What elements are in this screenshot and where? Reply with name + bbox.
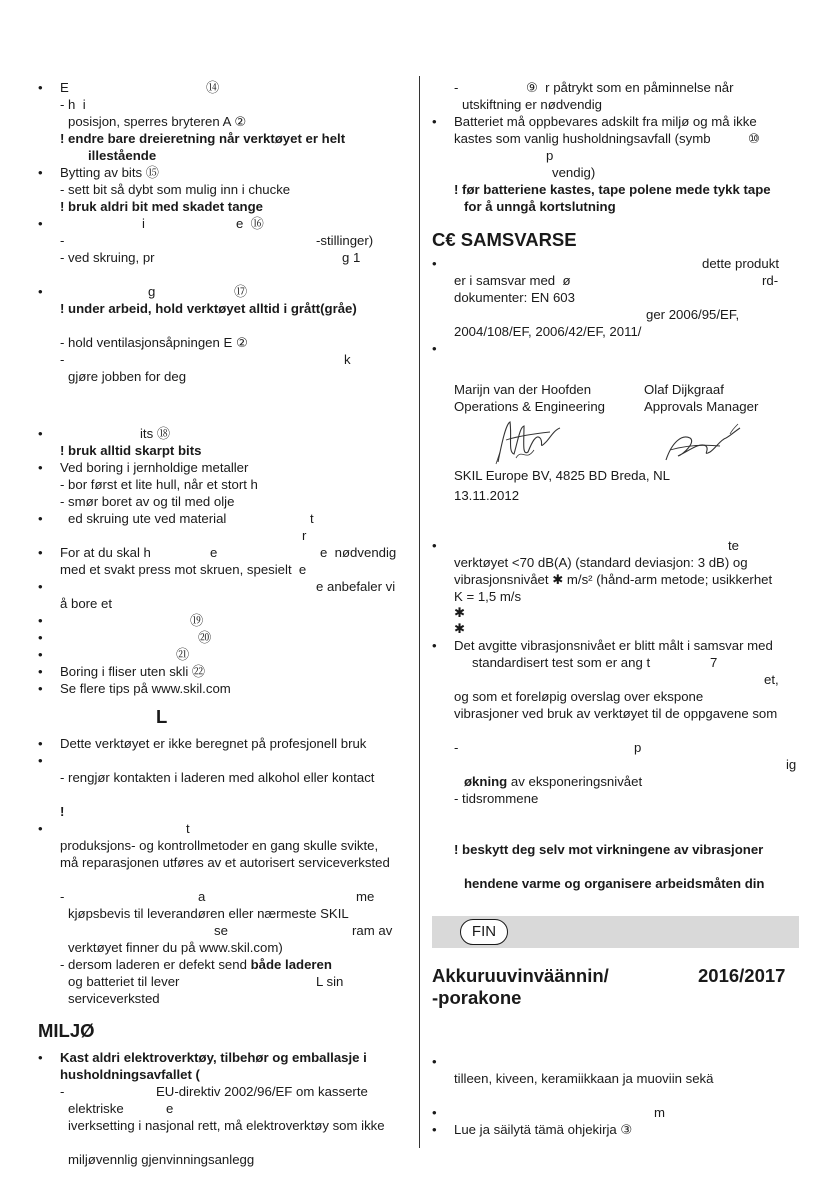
right-text-line: økning av eksponeringsnivået — [464, 774, 643, 789]
right-text-line: standardisert test som er ang t — [472, 655, 651, 670]
left-text-line: miljøvennlig gjenvinningsanlegg — [68, 1152, 255, 1167]
right-text-line: SKIL Europe BV, 4825 BD Breda, NL — [454, 468, 671, 483]
right-text-line: vendig) — [552, 165, 596, 180]
left-text-line: r — [302, 528, 307, 543]
left-text-line: iverksetting i nasjonal rett, må elektroverktøy som ikke — [68, 1118, 385, 1133]
right-text-line: ✱ — [454, 621, 466, 636]
left-text-line: ㉑ — [176, 647, 190, 662]
left-text-line: - dersom laderen er defekt send både laderen — [60, 957, 332, 972]
right-text-line: 13.11.2012 — [454, 488, 520, 503]
left-text-line: - — [60, 889, 65, 904]
right-text-line: - — [454, 80, 459, 95]
left-text-line: gjøre jobben for deg — [68, 369, 187, 384]
left-text-line: • — [38, 821, 43, 836]
right-text-line: -porakone — [432, 987, 522, 1008]
left-text-line: k — [344, 352, 351, 367]
left-text-line: • — [38, 613, 43, 628]
left-text-line: ⑳ — [198, 630, 212, 645]
left-text-line: ⑭ — [206, 80, 220, 95]
left-text-line: illestående — [88, 148, 157, 163]
left-text-line: - rengjør kontakten i laderen med alkohol eller kontact — [60, 770, 375, 785]
left-text-line: L sin — [316, 974, 344, 989]
right-text-line: er i samsvar med ø — [454, 273, 571, 288]
left-text-line: • — [38, 753, 43, 768]
left-text-line: - smør boret av og til med olje — [60, 494, 235, 509]
left-text-line: posisjon, sperres bryteren A ② — [68, 114, 247, 129]
left-text-line: ! under arbeid, hold verktøyet alltid i grått(gråe) — [60, 301, 357, 316]
left-text-line: • — [38, 681, 43, 696]
left-text-line: elektriske — [68, 1101, 124, 1116]
left-text-line: Kast aldri elektroverktøy, tilbehør og emballasje i — [60, 1050, 367, 1065]
right-text-line: et, — [764, 672, 779, 687]
right-text-line: • — [432, 114, 437, 129]
left-text-line: • — [38, 579, 43, 594]
right-text-line: - tidsrommene — [454, 791, 539, 806]
left-text-line: - h i — [60, 97, 86, 112]
right-text-line: dette produkt — [702, 256, 779, 271]
right-text-line: kastes som vanlig husholdningsavfall (symb — [454, 131, 711, 146]
left-text-line: • — [38, 216, 43, 231]
left-text-line: ⑲ — [190, 613, 204, 628]
right-text-line: vibrasjoner ved bruk av verktøyet til de oppgavene som — [454, 706, 778, 721]
left-text-line: serviceverksted — [68, 991, 160, 1006]
left-text-line: • — [38, 630, 43, 645]
left-text-line: L — [156, 706, 168, 727]
left-text-line: • — [38, 545, 43, 560]
right-text-line: utskiftning er nødvendig — [462, 97, 603, 112]
right-text-line: 2016/2017 — [698, 965, 786, 986]
left-text-line: - — [60, 352, 65, 367]
signature-dijkgraaf — [660, 420, 746, 468]
right-text-line: • — [432, 256, 437, 271]
right-text-line: Akkuruuvinväännin/ — [432, 965, 609, 986]
right-text-line: dokumenter: EN 603 — [454, 290, 575, 305]
left-text-line: • — [38, 426, 43, 441]
bold-segment: både laderen — [250, 957, 332, 972]
left-text-line: t — [186, 821, 190, 836]
right-text-line: Operations & Engineering — [454, 399, 606, 414]
left-text-line: a — [198, 889, 206, 904]
left-text-line: - — [60, 1084, 65, 1099]
left-text-line: MILJØ — [38, 1020, 95, 1041]
right-text-line: Olaf Dijkgraaf — [644, 382, 724, 397]
language-badge: FIN — [460, 919, 508, 945]
left-text-line: Bytting av bits ⑮ — [60, 165, 159, 180]
left-text-line: • — [38, 1050, 43, 1065]
right-text-line: verktøyet <70 dB(A) (standard deviasjon: 3 dB) og — [454, 555, 748, 570]
left-text-line: ram av — [352, 923, 393, 938]
left-text-line: -stillinger) — [316, 233, 374, 248]
right-text-line: ig — [786, 757, 797, 772]
left-text-line: For at du skal h — [60, 545, 151, 560]
right-text-line: - — [454, 740, 459, 755]
left-text-line: E — [60, 80, 69, 95]
left-text-line: verktøyet finner du på www.skil.com) — [68, 940, 283, 955]
signature-hoofden — [488, 412, 568, 470]
left-text-line: e nødvendig — [320, 545, 397, 560]
right-text-line: 7 — [710, 655, 718, 670]
right-text-line: Lue ja säilytä tämä ohjekirja ③ — [454, 1122, 633, 1137]
right-text-line: p — [546, 148, 554, 163]
right-text-line: vibrasjonsnivået ✱ m/s² (hånd-arm metode; usikkerhet — [454, 572, 773, 587]
right-text-line: og som et foreløpig overslag over ekspone — [454, 689, 704, 704]
right-text-line: p — [634, 740, 642, 755]
left-text-line: g — [148, 284, 156, 299]
left-text-line: e — [210, 545, 218, 560]
left-text-line: Dette verktøyet er ikke beregnet på profesjonell bruk — [60, 736, 367, 751]
left-text-line: må reparasjonen utføres av et autorisert serviceverksted — [60, 855, 390, 870]
left-text-line: • — [38, 664, 43, 679]
right-text-line: Batteriet må oppbevares adskilt fra miljø og må ikke — [454, 114, 757, 129]
right-text-line: • — [432, 1054, 437, 1069]
left-text-line: e anbefaler vi — [316, 579, 396, 594]
right-text-line: te — [728, 538, 739, 553]
right-text-line: ! beskytt deg selv mot virkningene av vibrasjoner — [454, 842, 764, 857]
left-text-line: • — [38, 460, 43, 475]
language-bar — [432, 916, 799, 948]
right-text-line: for å unngå kortslutning — [464, 199, 616, 214]
right-text-line: ⑩ — [748, 131, 760, 146]
left-text-line: og batteriet til lever — [68, 974, 180, 989]
left-text-line: ! endre bare dreieretning når verktøyet er helt — [60, 131, 346, 146]
left-text-line: - sett bit så dybt som mulig inn i chucke — [60, 182, 291, 197]
right-text-line: C€ SAMSVARSE — [432, 229, 577, 250]
left-text-line: å bore et — [60, 596, 113, 611]
right-text-line: rd- — [762, 273, 779, 288]
right-text-line: hendene varme og organisere arbeidsmåten din — [464, 876, 765, 891]
right-text-line: tilleen, kiveen, keramiikkaan ja muoviin sekä — [454, 1071, 714, 1086]
left-text-line: ⑰ — [234, 284, 248, 299]
left-text-line: e ⑯ — [236, 216, 264, 231]
left-text-line: ! — [60, 804, 65, 819]
bold-segment: økning — [464, 774, 508, 789]
left-text-line: ! bruk alltid skarpt bits — [60, 443, 202, 458]
right-text-line: • — [432, 341, 437, 356]
left-text-line: Se flere tips på www.skil.com — [60, 681, 231, 696]
left-text-line: g 1 — [342, 250, 361, 265]
left-text-line: Boring i fliser uten skli ㉒ — [60, 664, 206, 679]
left-text-line: its ⑱ — [140, 426, 171, 441]
left-text-line: • — [38, 284, 43, 299]
right-text-line: Marijn van der Hoofden — [454, 382, 592, 397]
left-text-line: - — [60, 233, 65, 248]
left-text-line: • — [38, 511, 43, 526]
right-text-line: m — [654, 1105, 665, 1120]
left-text-line: • — [38, 647, 43, 662]
left-text-line: - ved skruing, pr — [60, 250, 155, 265]
right-text-line: • — [432, 538, 437, 553]
column-divider — [419, 76, 420, 1148]
left-text-line: - bor først et lite hull, når et stort h — [60, 477, 258, 492]
left-text-line: kjøpsbevis til leverandøren eller nærmeste SKIL — [68, 906, 349, 921]
left-text-line: t — [310, 511, 314, 526]
left-text-line: Ved boring i jernholdige metaller — [60, 460, 249, 475]
left-text-line: - hold ventilasjonsåpningen E ② — [60, 335, 248, 350]
left-text-line: • — [38, 165, 43, 180]
left-text-line: i — [142, 216, 145, 231]
right-text-line: ger 2006/95/EF, — [646, 307, 740, 322]
right-text-line: 2004/108/EF, 2006/42/EF, 2011/ — [454, 324, 642, 339]
right-text-line: • — [432, 638, 437, 653]
left-text-line: • — [38, 736, 43, 751]
left-text-line: med et svakt press mot skruen, spesielt e — [60, 562, 307, 577]
left-text-line: • — [38, 80, 43, 95]
left-text-line: produksjons- og kontrollmetoder en gang skulle svikte, — [60, 838, 379, 853]
left-text-line: me — [356, 889, 375, 904]
right-text-line: K = 1,5 m/s — [454, 589, 522, 604]
right-text-line: • — [432, 1105, 437, 1120]
left-text-line: se — [214, 923, 228, 938]
right-text-line: Approvals Manager — [644, 399, 759, 414]
left-text-line: e — [166, 1101, 174, 1116]
left-text-line: ! bruk aldri bit med skadet tange — [60, 199, 263, 214]
left-text-line: EU-direktiv 2002/96/EF om kasserte — [156, 1084, 368, 1099]
right-text-line: • — [432, 1122, 437, 1137]
right-text-line: ✱ — [454, 605, 466, 620]
left-text-line: husholdningsavfallet ( — [60, 1067, 200, 1082]
left-text-line: ed skruing ute ved material — [68, 511, 227, 526]
right-text-line: ! før batteriene kastes, tape polene mede tykk tape — [454, 182, 771, 197]
right-text-line: Det avgitte vibrasjonsnivået er blitt målt i samsvar med — [454, 638, 773, 653]
right-text-line: ⑨ r påtrykt som en påminnelse når — [526, 80, 734, 95]
